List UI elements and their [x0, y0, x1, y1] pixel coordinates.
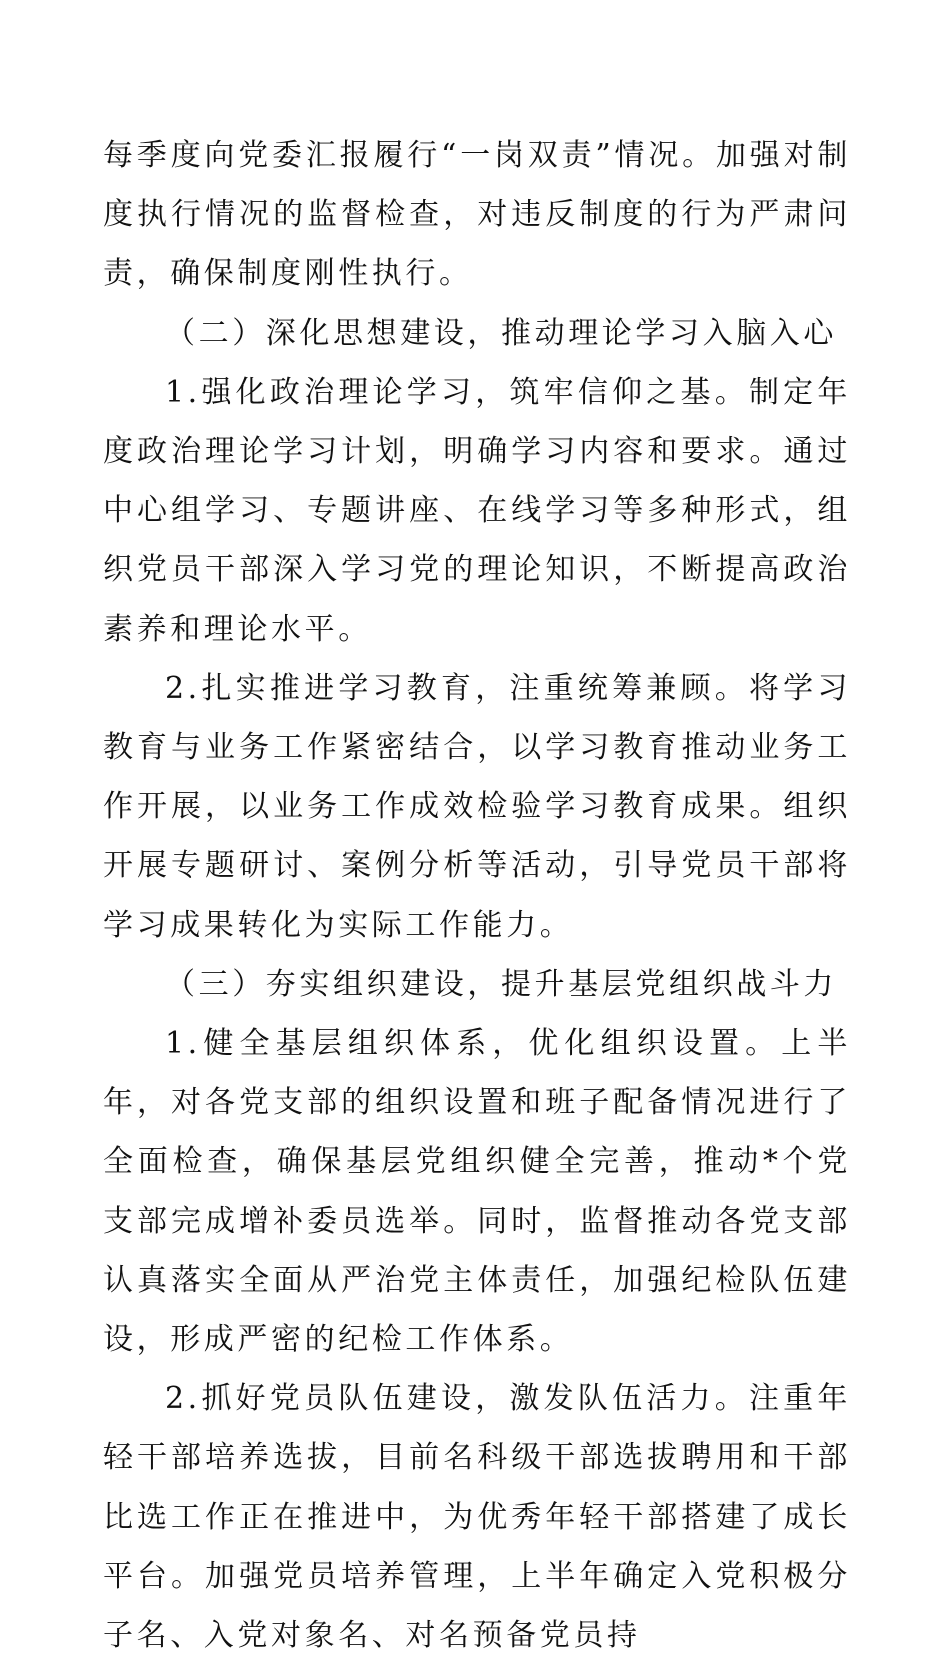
- paragraph-organization-system: 1.健全基层组织体系，优化组织设置。上半年，对各党支部的组织设置和班子配备情况进行了全面检查，确保基层党组织健全完善，推动*个党支部完成增补委员选举。同时，监督推动各党支部认真落实全面从严治党主体责任，加强纪检队伍建设，形成严密的纪检工作体系。: [103, 1026, 851, 1358]
- section-heading-3: （三）夯实组织建设，提升基层党组织战斗力: [165, 966, 837, 1002]
- paragraph-continued: 每季度向党委汇报履行“一岗双责”情况。加强对制度执行情况的监督检查，对违反制度的行为严肃问责，确保制度刚性执行。: [103, 138, 851, 292]
- document-page: [103, 126, 851, 1665]
- paragraph-learning-education: 2.扎实推进学习教育，注重统筹兼顾。将学习教育与业务工作紧密结合，以学习教育推动业务工作开展，以业务工作成效检验学习教育成果。组织开展专题研讨、案例分析等活动，引导党员干部将学习成果转化为实际工作能力。: [103, 670, 851, 943]
- paragraph-theory-study: 1.强化政治理论学习，筑牢信仰之基。制定年度政治理论学习计划，明确学习内容和要求。通过中心组学习、专题讲座、在线学习等多种形式，组织党员干部深入学习党的理论知识，不断提高政治素养和理论水平。: [103, 374, 851, 647]
- section-heading-2: （二）深化思想建设，推动理论学习入脑入心: [165, 315, 837, 351]
- paragraph-party-member-team: 2.抓好党员队伍建设，激发队伍活力。注重年轻干部培养选拔，目前名科级干部选拔聘用和干部比选工作正在推进中，为优秀年轻干部搭建了成长平台。加强党员培养管理，上半年确定入党积极分子名、入党对象名、对名预备党员持: [103, 1381, 851, 1654]
